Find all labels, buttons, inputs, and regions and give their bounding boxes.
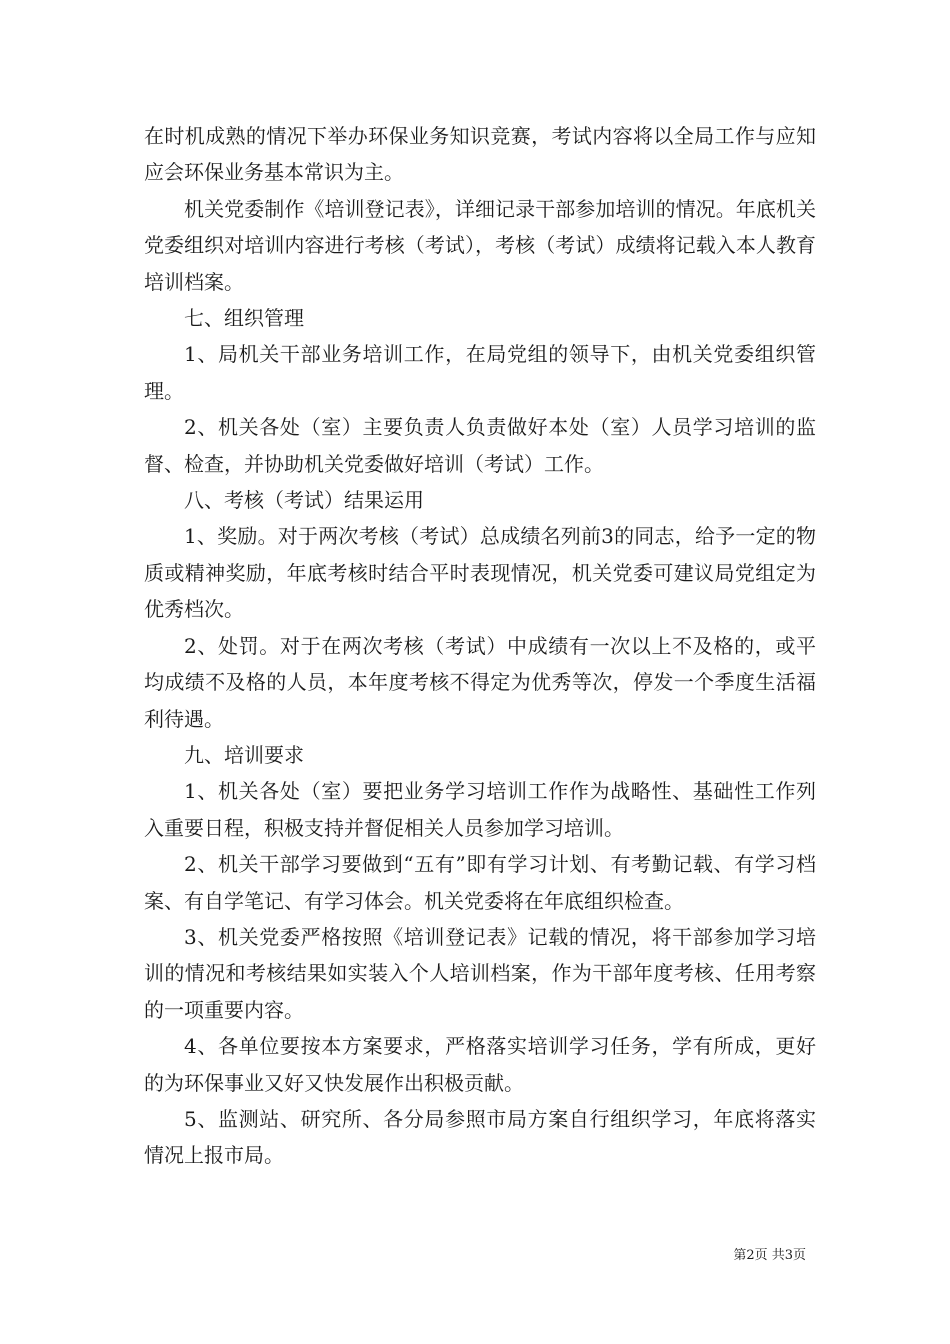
section-heading-9: 九、培训要求 [184, 742, 304, 767]
paragraph-13: 4、各单位要按本方案要求，严格落实培训学习任务，学有所成，更好的为环保事业又好又快发展作出积极贡献。 [144, 1034, 816, 1095]
paragraph-2: 机关党委制作《培训登记表》，详细记录干部参加培训的情况。年底机关党委组织对培训内容进行考核（考试），考核（考试）成绩将记载入本人教育培训档案。 [144, 196, 816, 294]
paragraph-4: 1、局机关干部业务培训工作，在局党组的领导下，由机关党委组织管理。 [144, 342, 816, 403]
paragraph-14: 5、监测站、研究所、各分局参照市局方案自行组织学习，年底将落实情况上报市局。 [144, 1106, 816, 1168]
paragraph-8: 2、处罚。对于在两次考核（考试）中成绩有一次以上不及格的，或平均成绩不及格的人员，本年度考核不得定为优秀等次，停发一个季度生活福利待遇。 [144, 633, 816, 731]
paragraph-5: 2、机关各处（室）主要负责人负责做好本处（室）人员学习培训的监督、检查，并协助机关党委做好培训（考试）工作。 [144, 415, 816, 476]
paragraph-7: 1、奖励。对于两次考核（考试）总成绩名列前3的同志，给予一定的物质或精神奖励，年底考核时结合平时表现情况，机关党委可建议局党组定为优秀档次。 [144, 524, 816, 622]
paragraph-11: 2、机关干部学习要做到“五有”即有学习计划、有考勤记载、有学习档案、有自学笔记、有学习体会。机关党委将在年底组织检查。 [144, 852, 816, 913]
section-heading-8: 八、考核（考试）结果运用 [184, 488, 424, 513]
section-heading-7: 七、组织管理 [184, 306, 304, 331]
paragraph-10: 1、机关各处（室）要把业务学习培训工作作为战略性、基础性工作列入重要日程，积极支持并督促相关人员参加学习培训。 [144, 779, 816, 840]
document-body [144, 118, 816, 1174]
paragraph-12: 3、机关党委严格按照《培训登记表》记载的情况，将干部参加学习培训的情况和考核结果如实装入个人培训档案，作为干部年度考核、任用考察的一项重要内容。 [144, 924, 816, 1022]
paragraph-1: 在时机成熟的情况下举办环保业务知识竞赛，考试内容将以全局工作与应知应会环保业务基本常识为主。 [144, 124, 816, 185]
page-number: 第2页 共3页 [733, 1248, 806, 1263]
